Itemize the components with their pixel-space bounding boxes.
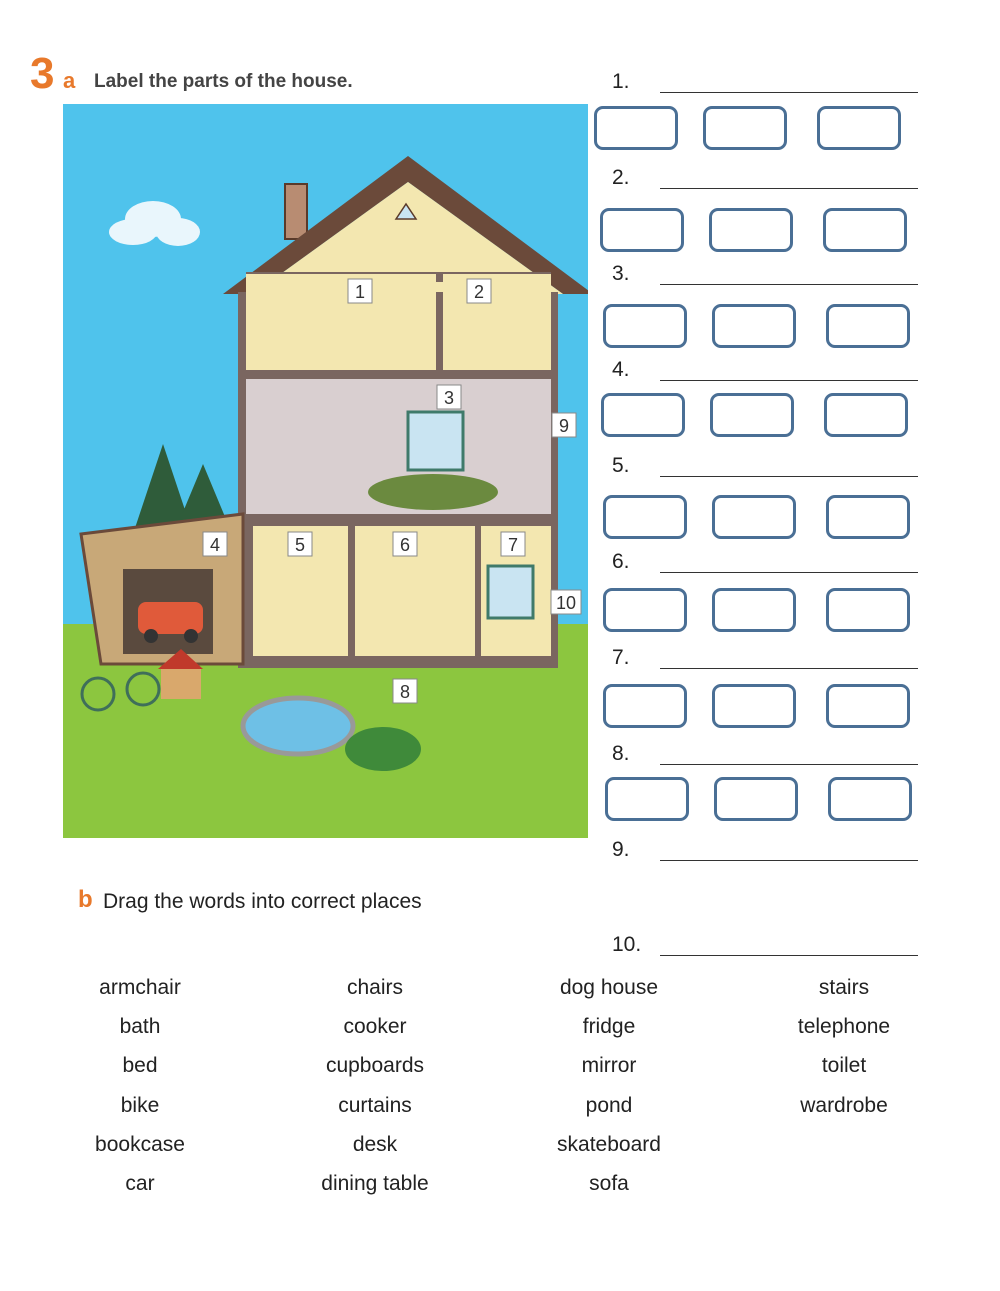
answer-line-1[interactable] xyxy=(660,92,918,93)
house-label-2 xyxy=(467,279,491,303)
house-label-5 xyxy=(288,532,312,556)
svg-text:7: 7 xyxy=(507,535,519,555)
svg-text:8: 8 xyxy=(399,682,411,702)
line-number-2: 2. xyxy=(612,166,630,189)
line-number-7: 7. xyxy=(612,646,630,669)
drop-box-6-3[interactable] xyxy=(826,588,910,632)
word-item[interactable]: desk xyxy=(352,1133,398,1156)
answer-line-3[interactable] xyxy=(660,284,918,285)
drop-box-7-2[interactable] xyxy=(712,684,796,728)
part-a-letter: a xyxy=(63,68,76,93)
svg-text:5: 5 xyxy=(294,535,306,555)
word-item[interactable]: car xyxy=(125,1172,155,1195)
drop-box-2-3[interactable] xyxy=(823,208,907,252)
line-number-5: 5. xyxy=(612,454,630,477)
drop-box-5-3[interactable] xyxy=(826,495,910,539)
drop-box-4-1[interactable] xyxy=(601,393,685,437)
svg-text:1: 1 xyxy=(354,282,366,302)
word-item[interactable]: toilet xyxy=(821,1054,867,1077)
line-number-6: 6. xyxy=(612,550,630,573)
drop-box-1-1[interactable] xyxy=(594,106,678,150)
house-label-8 xyxy=(393,679,417,703)
drop-box-4-3[interactable] xyxy=(824,393,908,437)
drop-box-3-3[interactable] xyxy=(826,304,910,348)
part-b-letter: b xyxy=(78,886,93,913)
word-item[interactable]: sofa xyxy=(589,1172,629,1195)
line-number-10: 10. xyxy=(612,933,642,956)
word-item[interactable]: cupboards xyxy=(325,1054,425,1077)
answer-line-10[interactable] xyxy=(660,955,918,956)
word-item[interactable]: curtains xyxy=(338,1094,412,1117)
svg-text:4: 4 xyxy=(209,535,221,555)
word-item[interactable]: stairs xyxy=(818,976,870,999)
drop-box-8-3[interactable] xyxy=(828,777,912,821)
word-item[interactable]: fridge xyxy=(582,1015,636,1038)
house-label-9 xyxy=(552,413,576,437)
drop-box-6-2[interactable] xyxy=(712,588,796,632)
line-number-9: 9. xyxy=(612,838,630,861)
word-item[interactable]: cooker xyxy=(343,1015,407,1038)
answer-line-4[interactable] xyxy=(660,380,918,381)
drop-box-7-3[interactable] xyxy=(826,684,910,728)
word-item[interactable]: bookcase xyxy=(95,1133,185,1156)
drop-box-6-1[interactable] xyxy=(603,588,687,632)
word-item[interactable]: telephone xyxy=(797,1015,891,1038)
answer-line-5[interactable] xyxy=(660,476,918,477)
part-b-title: Drag the words into correct places xyxy=(103,890,422,913)
line-number-4: 4. xyxy=(612,358,630,381)
drop-box-5-1[interactable] xyxy=(603,495,687,539)
exercise-number: 3 xyxy=(30,49,55,98)
drop-box-2-2[interactable] xyxy=(709,208,793,252)
answer-line-7[interactable] xyxy=(660,668,918,669)
answer-line-9[interactable] xyxy=(660,860,918,861)
drop-box-1-2[interactable] xyxy=(703,106,787,150)
drop-box-7-1[interactable] xyxy=(603,684,687,728)
drop-box-3-1[interactable] xyxy=(603,304,687,348)
word-item[interactable]: chairs xyxy=(346,976,404,999)
answer-line-8[interactable] xyxy=(660,764,918,765)
house-label-3 xyxy=(437,385,461,409)
word-item[interactable]: pond xyxy=(585,1094,633,1117)
answer-line-2[interactable] xyxy=(660,188,918,189)
svg-text:2: 2 xyxy=(473,282,485,302)
house-label-6 xyxy=(393,532,417,556)
drop-box-8-1[interactable] xyxy=(605,777,689,821)
drop-box-1-3[interactable] xyxy=(817,106,901,150)
house-label-4 xyxy=(203,532,227,556)
svg-text:6: 6 xyxy=(399,535,411,555)
line-number-3: 3. xyxy=(612,262,630,285)
word-item[interactable]: wardrobe xyxy=(800,1094,888,1117)
line-number-8: 8. xyxy=(612,742,630,765)
svg-text:9: 9 xyxy=(558,416,570,436)
answer-line-6[interactable] xyxy=(660,572,918,573)
word-item[interactable]: bike xyxy=(120,1094,160,1117)
house-illustration xyxy=(63,104,588,838)
drop-box-3-2[interactable] xyxy=(712,304,796,348)
house-label-10 xyxy=(551,590,581,614)
svg-text:10: 10 xyxy=(555,593,577,613)
line-number-1: 1. xyxy=(612,70,630,93)
part-a-title: Label the parts of the house. xyxy=(94,71,353,92)
word-item[interactable]: armchair xyxy=(99,976,181,999)
drop-box-5-2[interactable] xyxy=(712,495,796,539)
house-label-1 xyxy=(348,279,372,303)
word-item[interactable]: bed xyxy=(122,1054,158,1077)
house-label-7 xyxy=(501,532,525,556)
word-item[interactable]: skateboard xyxy=(557,1133,661,1156)
word-item[interactable]: mirror xyxy=(581,1054,637,1077)
word-item[interactable]: dining table xyxy=(321,1172,429,1195)
drop-box-8-2[interactable] xyxy=(714,777,798,821)
drop-box-2-1[interactable] xyxy=(600,208,684,252)
svg-text:3: 3 xyxy=(443,388,455,408)
word-item[interactable]: dog house xyxy=(559,976,659,999)
word-item[interactable]: bath xyxy=(119,1015,161,1038)
drop-box-4-2[interactable] xyxy=(710,393,794,437)
